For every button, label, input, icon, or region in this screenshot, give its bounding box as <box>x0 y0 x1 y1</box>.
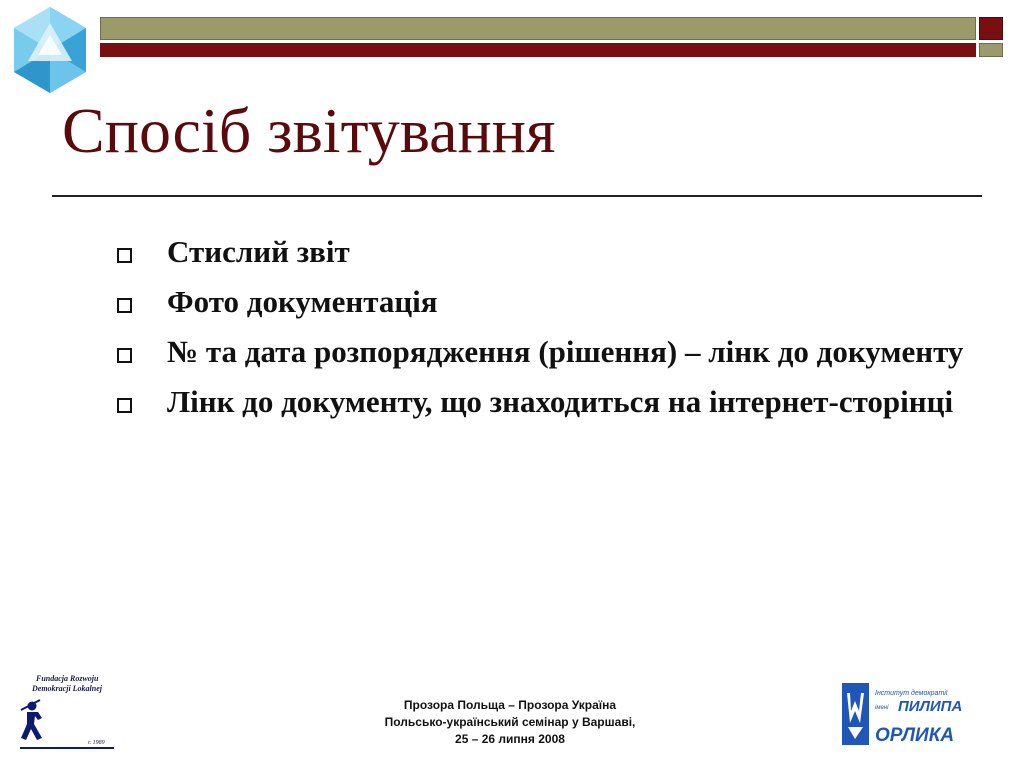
hexagon-gem-icon <box>10 5 90 95</box>
bullet-item <box>112 284 972 320</box>
bullet-list <box>112 234 972 434</box>
fdl-logo-year: r. 1989 <box>88 740 105 746</box>
square-bullet-icon <box>117 298 132 313</box>
fdl-foundation-logo <box>18 672 118 750</box>
slide-title: Спосіб звітування <box>62 95 556 166</box>
bullet-text: № та дата розпорядження (рішення) – лінк до документу <box>167 334 964 369</box>
square-bullet-icon <box>117 248 132 263</box>
orlyk-institute-logo <box>842 681 964 747</box>
header-square-olive <box>979 43 1003 57</box>
orlyk-logo-line3: ПИЛИПА <box>898 698 963 715</box>
header-bar-olive <box>100 17 976 40</box>
title-divider <box>52 195 982 197</box>
fdl-logo-line2: Demokracji Lokalnej <box>32 684 102 693</box>
bullet-item <box>112 334 972 370</box>
orlyk-logo-line1: Інститут демократії <box>875 690 948 697</box>
bullet-item <box>112 234 972 270</box>
orlyk-logo-line4: ОРЛИКА <box>875 725 955 746</box>
square-bullet-icon <box>117 398 132 413</box>
footer-text <box>310 697 710 748</box>
bullet-text: Фото документація <box>167 284 438 319</box>
header-bar-red <box>100 43 976 57</box>
footer-line-1: Прозора Польща – Прозора Україна <box>403 698 617 712</box>
footer-line-2: Польсько-український семінар у Варшаві, <box>384 715 636 729</box>
header-square-red <box>979 17 1003 40</box>
bullet-text: Стислий звіт <box>167 234 350 269</box>
fdl-logo-line1: Fundacja Rozwoju <box>36 674 99 683</box>
square-bullet-icon <box>117 348 132 363</box>
orlyk-logo-line2: імені <box>875 705 889 711</box>
bullet-text: Лінк до документу, що знаходиться на інтернет-сторінці <box>167 384 954 419</box>
footer-line-3: 25 – 26 липня 2008 <box>455 732 565 746</box>
bullet-item <box>112 384 972 420</box>
